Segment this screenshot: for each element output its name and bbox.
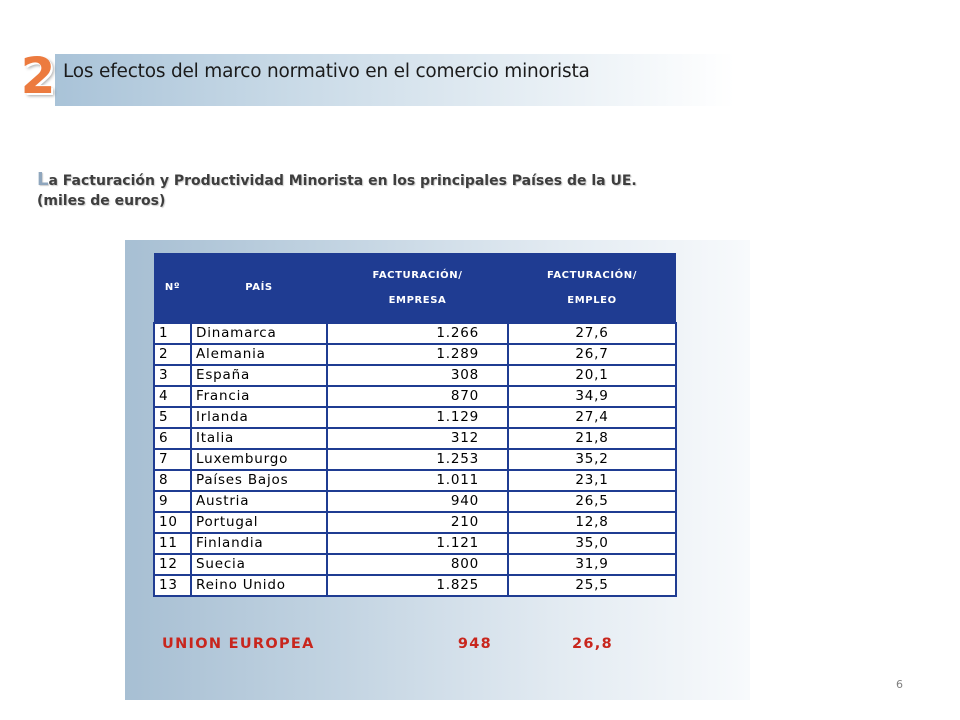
section-number: 2 (20, 47, 56, 105)
fact-empleo-cell: 26,7 (508, 344, 676, 365)
country-cell: Suecia (191, 554, 327, 575)
caption-units: (miles de euros) (37, 193, 166, 209)
column-header-fact-empleo: FACTURACIÓN/ EMPLEO (508, 253, 676, 323)
column-header-num: Nº (154, 253, 191, 323)
fact-empresa-cell: 210 (327, 512, 508, 533)
row-number-cell: 11 (154, 533, 191, 554)
country-cell: Luxemburgo (191, 449, 327, 470)
fact-empresa-cell: 1.129 (327, 407, 508, 428)
table-row (154, 449, 676, 470)
table-row (154, 554, 676, 575)
caption-initial: L (37, 169, 49, 190)
row-number-cell: 4 (154, 386, 191, 407)
table-row (154, 344, 676, 365)
fact-empleo-cell: 35,2 (508, 449, 676, 470)
row-number-cell: 9 (154, 491, 191, 512)
country-cell: Finlandia (191, 533, 327, 554)
table-row (154, 533, 676, 554)
row-number-cell: 8 (154, 470, 191, 491)
row-number-cell: 3 (154, 365, 191, 386)
country-cell: Países Bajos (191, 470, 327, 491)
row-number-cell: 1 (154, 323, 191, 344)
table-row (154, 407, 676, 428)
row-number-cell: 12 (154, 554, 191, 575)
fact-empresa-cell: 1.011 (327, 470, 508, 491)
fact-empleo-cell: 12,8 (508, 512, 676, 533)
fact-empleo-cell: 25,5 (508, 575, 676, 596)
fact-empleo-cell: 23,1 (508, 470, 676, 491)
fact-empresa-cell: 1.253 (327, 449, 508, 470)
table-row (154, 428, 676, 449)
column-header-country: PAÍS (191, 253, 327, 323)
column-header-fact-empresa: FACTURACIÓN/ EMPRESA (327, 253, 508, 323)
country-cell: Dinamarca (191, 323, 327, 344)
table-row (154, 512, 676, 533)
fact-empleo-cell: 27,6 (508, 323, 676, 344)
total-fact-empleo: 26,8 (572, 636, 613, 652)
country-cell: Irlanda (191, 407, 327, 428)
fact-empresa-cell: 1.825 (327, 575, 508, 596)
row-number-cell: 5 (154, 407, 191, 428)
row-number-cell: 13 (154, 575, 191, 596)
fact-empresa-cell: 1.266 (327, 323, 508, 344)
table-row (154, 323, 676, 344)
country-cell: España (191, 365, 327, 386)
fact-empresa-cell: 308 (327, 365, 508, 386)
fact-empresa-cell: 800 (327, 554, 508, 575)
table-row (154, 470, 676, 491)
table-row (154, 491, 676, 512)
caption-text: a Facturación y Productividad Minorista en los principales Países de la UE. (48, 173, 637, 189)
country-cell: Reino Unido (191, 575, 327, 596)
fact-empleo-cell: 31,9 (508, 554, 676, 575)
fact-empleo-cell: 20,1 (508, 365, 676, 386)
total-label: UNION EUROPEA (162, 636, 315, 652)
page-number: 6 (896, 678, 903, 691)
table-caption (37, 170, 797, 211)
data-table (153, 253, 677, 597)
country-cell: Italia (191, 428, 327, 449)
slide-title: Los efectos del marco normativo en el comercio minorista (63, 61, 590, 82)
fact-empresa-cell: 1.289 (327, 344, 508, 365)
table-row (154, 575, 676, 596)
fact-empleo-cell: 26,5 (508, 491, 676, 512)
table-row (154, 386, 676, 407)
total-fact-empresa: 948 (457, 636, 492, 652)
fact-empresa-cell: 1.121 (327, 533, 508, 554)
row-number-cell: 6 (154, 428, 191, 449)
fact-empresa-cell: 870 (327, 386, 508, 407)
table-row (154, 365, 676, 386)
row-number-cell: 10 (154, 512, 191, 533)
country-cell: Francia (191, 386, 327, 407)
fact-empleo-cell: 21,8 (508, 428, 676, 449)
row-number-cell: 7 (154, 449, 191, 470)
fact-empleo-cell: 34,9 (508, 386, 676, 407)
row-number-cell: 2 (154, 344, 191, 365)
country-cell: Portugal (191, 512, 327, 533)
fact-empleo-cell: 35,0 (508, 533, 676, 554)
fact-empleo-cell: 27,4 (508, 407, 676, 428)
fact-empresa-cell: 940 (327, 491, 508, 512)
fact-empresa-cell: 312 (327, 428, 508, 449)
table-header-row (154, 253, 676, 323)
country-cell: Austria (191, 491, 327, 512)
country-cell: Alemania (191, 344, 327, 365)
